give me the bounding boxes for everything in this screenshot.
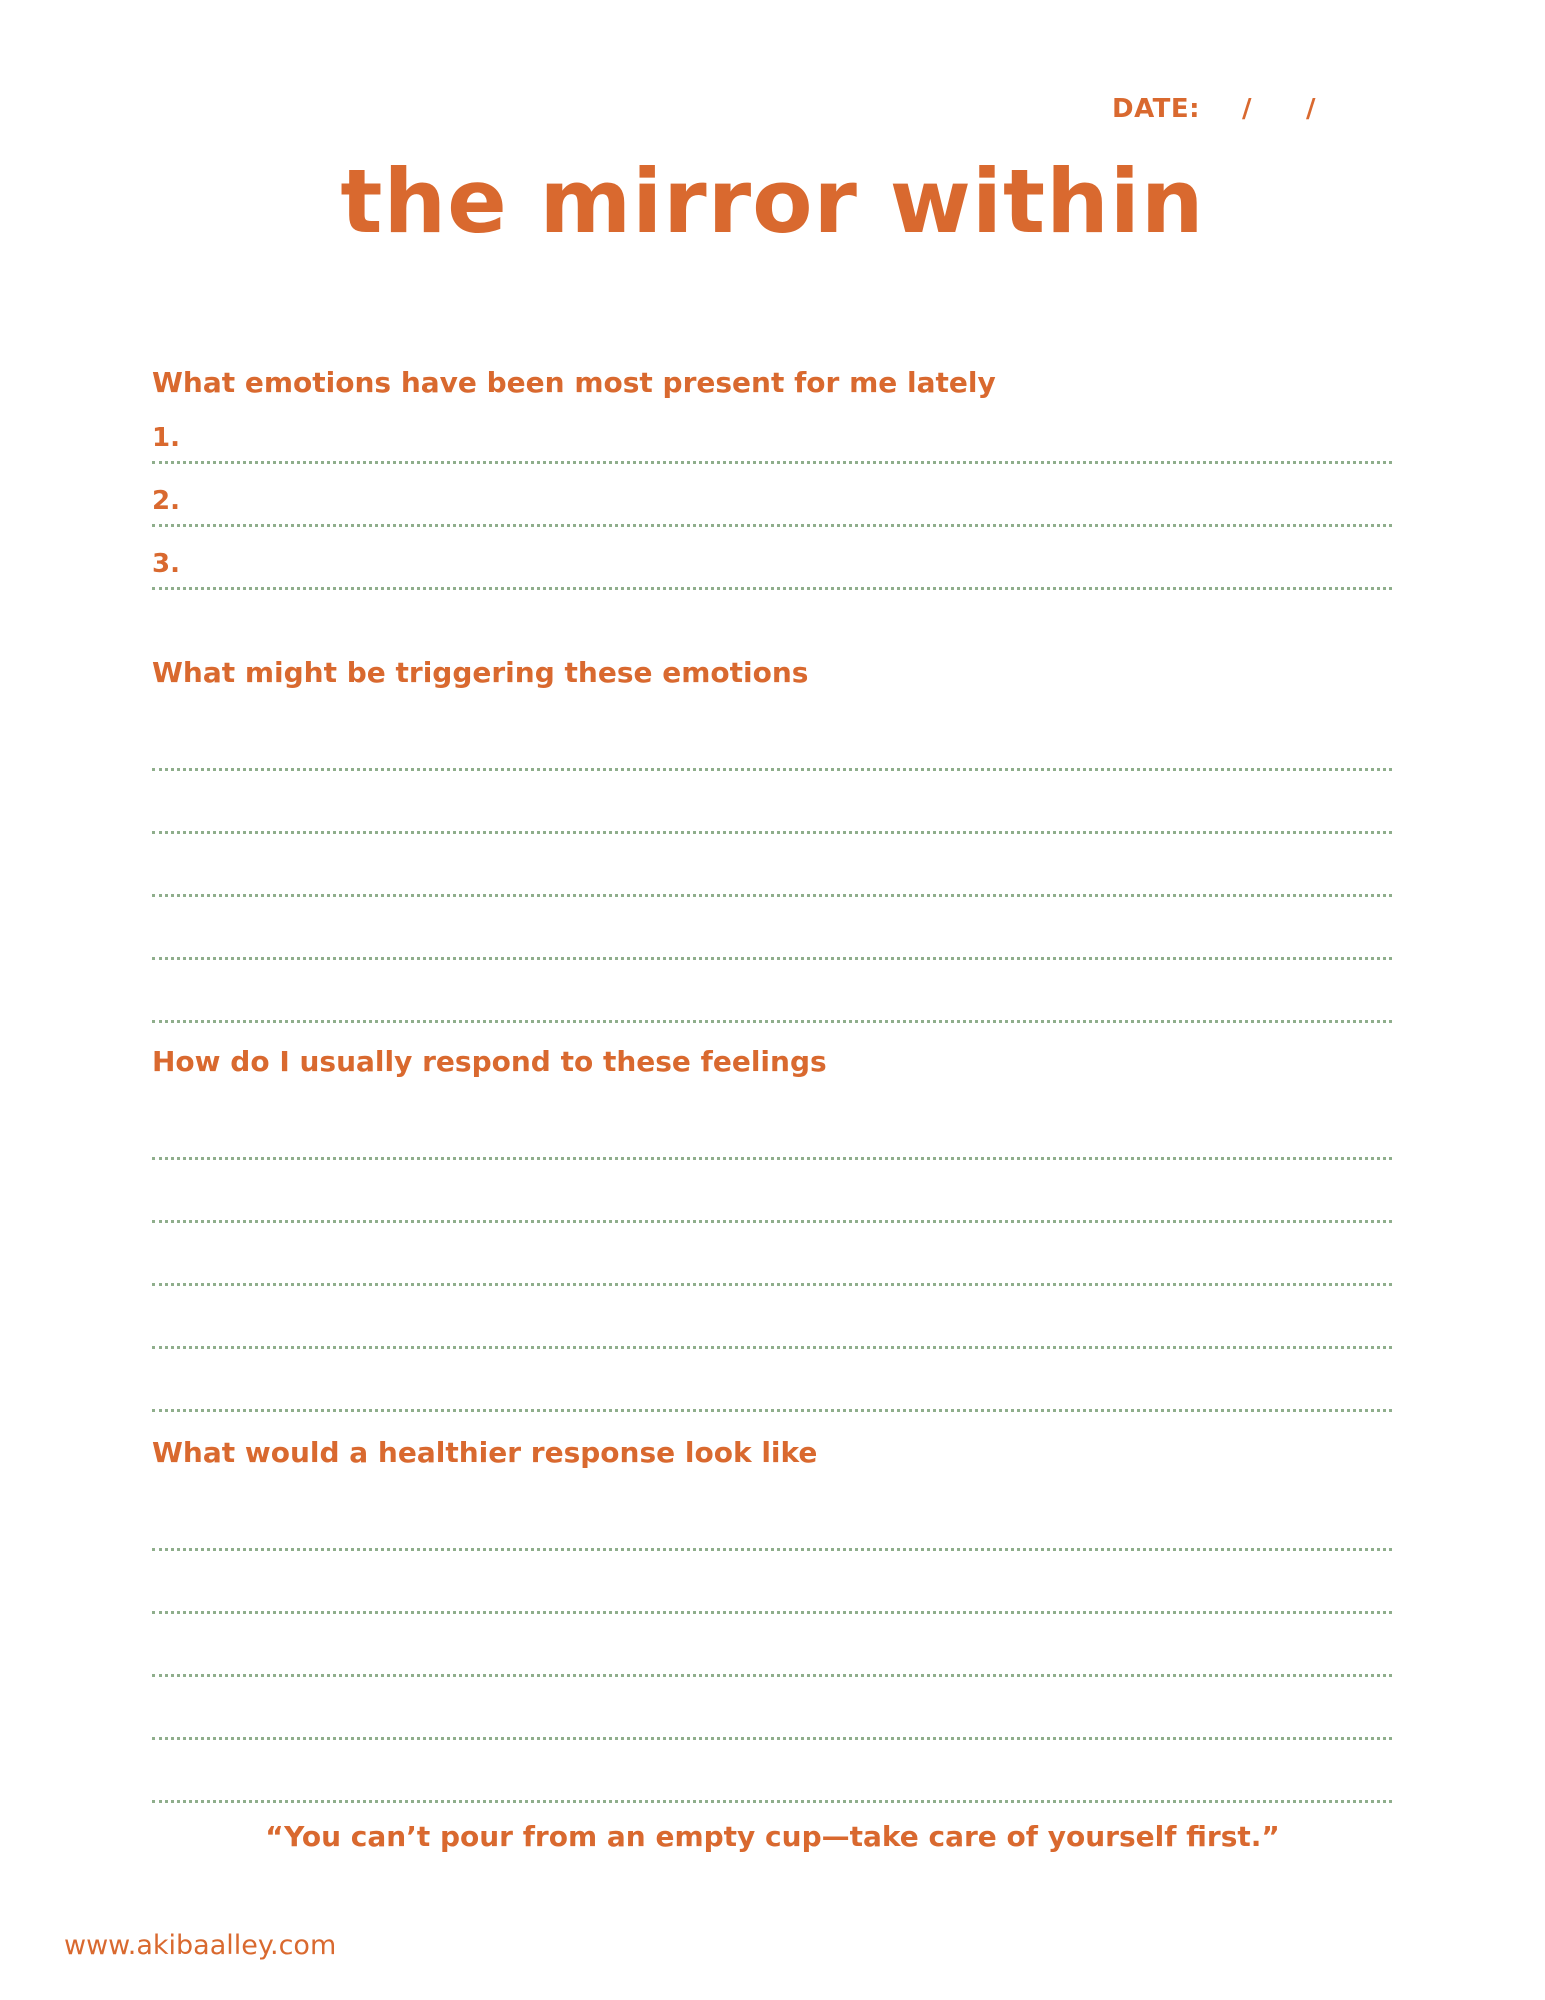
date-slash-1: / xyxy=(1242,94,1252,124)
writing-line[interactable] xyxy=(152,960,1392,1023)
date-slash-2: / xyxy=(1306,94,1316,124)
writing-line[interactable] xyxy=(152,689,1392,771)
writing-line[interactable] xyxy=(152,1160,1392,1223)
section-heading: How do I usually respond to these feelings xyxy=(152,1045,827,1078)
section-heading: What might be triggering these emotions xyxy=(152,656,809,689)
section-responses xyxy=(152,1045,1392,1412)
writing-line[interactable] xyxy=(152,771,1392,834)
section-emotions xyxy=(152,366,1392,590)
section-heading: What would a healthier response look like xyxy=(152,1436,818,1469)
writing-line[interactable] xyxy=(152,1469,1392,1551)
writing-line[interactable] xyxy=(152,1551,1392,1614)
item-number: 2. xyxy=(152,486,180,516)
answer-line-2[interactable] xyxy=(152,464,1392,527)
section-heading: What emotions have been most present for me lately xyxy=(152,366,996,399)
writing-line[interactable] xyxy=(152,1349,1392,1412)
answer-line-1[interactable] xyxy=(152,399,1392,464)
writing-line[interactable] xyxy=(152,1286,1392,1349)
writing-line[interactable] xyxy=(152,1677,1392,1740)
item-number: 3. xyxy=(152,549,180,579)
section-triggers xyxy=(152,656,1392,1023)
section-healthier-response xyxy=(152,1436,1392,1803)
website-link[interactable]: www.akibaalley.com xyxy=(64,1930,337,1961)
writing-line[interactable] xyxy=(152,834,1392,897)
writing-line[interactable] xyxy=(152,1078,1392,1160)
answer-line-3[interactable] xyxy=(152,527,1392,590)
writing-line[interactable] xyxy=(152,1740,1392,1803)
writing-line[interactable] xyxy=(152,1223,1392,1286)
writing-line[interactable] xyxy=(152,897,1392,960)
writing-line[interactable] xyxy=(152,1614,1392,1677)
footer-quote: “You can’t pour from an empty cup—take care of yourself first.” xyxy=(265,1820,1280,1853)
item-number: 1. xyxy=(152,423,180,453)
page-title: the mirror within xyxy=(340,150,1205,253)
date-field xyxy=(1112,94,1316,124)
date-label: DATE: xyxy=(1112,94,1201,124)
